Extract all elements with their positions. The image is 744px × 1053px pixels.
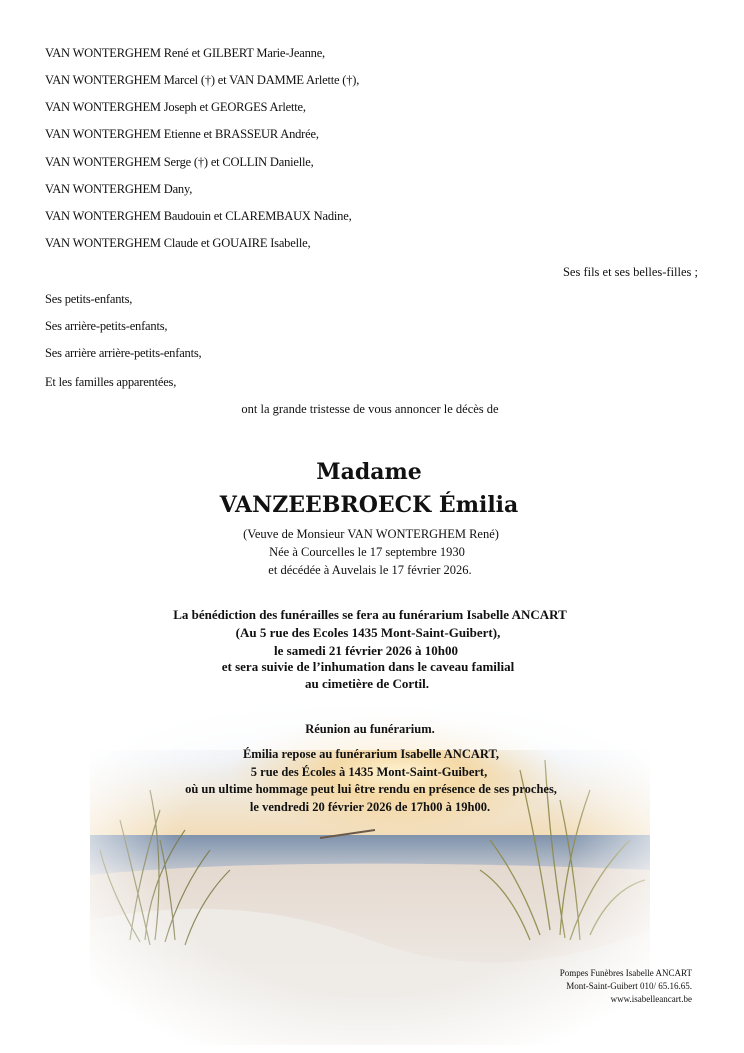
visitation-line-1: Émilia repose au funérarium Isabelle ANCART, (242, 747, 500, 761)
beach-sunset-image (90, 690, 650, 1045)
relatives-line-2: Ses arrière-petits-enfants, (45, 319, 168, 333)
family-line-6: VAN WONTERGHEM Dany, (45, 182, 193, 196)
announcement: ont la grande tristesse de vous annoncer le décès de (241, 402, 499, 416)
deceased-died: et décédée à Auvelais le 17 février 2026. (268, 563, 472, 577)
reunion: Réunion au funérarium. (305, 722, 435, 736)
family-line-1: VAN WONTERGHEM René et GILBERT Marie-Jeanne, (45, 46, 325, 60)
visitation-line-2: 5 rue des Écoles à 1435 Mont-Saint-Guibert, (250, 765, 488, 779)
deceased-name: VANZEEBROECK Émilia (219, 492, 519, 518)
deceased-born: Née à Courcelles le 17 septembre 1930 (269, 545, 465, 559)
footer-phone: Mont-Saint-Guibert 010/ 65.16.65. (566, 981, 692, 991)
family-line-7: VAN WONTERGHEM Baudouin et CLAREMBAUX Nadine, (45, 209, 352, 223)
family-line-2: VAN WONTERGHEM Marcel (†) et VAN DAMME Arlette (†), (45, 73, 360, 87)
visitation-line-4: le vendredi 20 février 2026 de 17h00 à 19h00. (249, 800, 491, 814)
ceremony-line-4: et sera suivie de l’inhumation dans le caveau familial (221, 659, 515, 674)
visitation-line-3: où un ultime hommage peut lui être rendu en présence de ses proches, (185, 782, 557, 796)
ceremony-line-5: au cimetière de Cortil. (305, 676, 429, 691)
relatives-line-3: Ses arrière arrière-petits-enfants, (45, 346, 202, 360)
family-line-4: VAN WONTERGHEM Etienne et BRASSEUR Andrée, (45, 127, 319, 141)
ceremony-line-2: (Au 5 rue des Ecoles 1435 Mont-Saint-Guibert), (235, 625, 501, 640)
footer-company: Pompes Funèbres Isabelle ANCART (559, 968, 692, 978)
ceremony-line-1: La bénédiction des funérailles se fera au funérarium Isabelle ANCART (173, 607, 567, 622)
family-line-3: VAN WONTERGHEM Joseph et GEORGES Arlette, (45, 100, 306, 114)
family-line-8: VAN WONTERGHEM Claude et GOUAIRE Isabelle, (45, 236, 311, 250)
deceased-title: Madame (316, 459, 422, 485)
deceased-widow: (Veuve de Monsieur VAN WONTERGHEM René) (243, 527, 499, 541)
ceremony-line-3: le samedi 21 février 2026 à 10h00 (274, 643, 458, 658)
relatives-line-4: Et les familles apparentées, (45, 375, 177, 389)
family-line-5: VAN WONTERGHEM Serge (†) et COLLIN Danielle, (45, 155, 314, 169)
sons-label: Ses fils et ses belles-filles ; (562, 265, 698, 279)
footer-website[interactable]: www.isabelleancart.be (610, 994, 692, 1004)
relatives-line-1: Ses petits-enfants, (45, 292, 133, 306)
